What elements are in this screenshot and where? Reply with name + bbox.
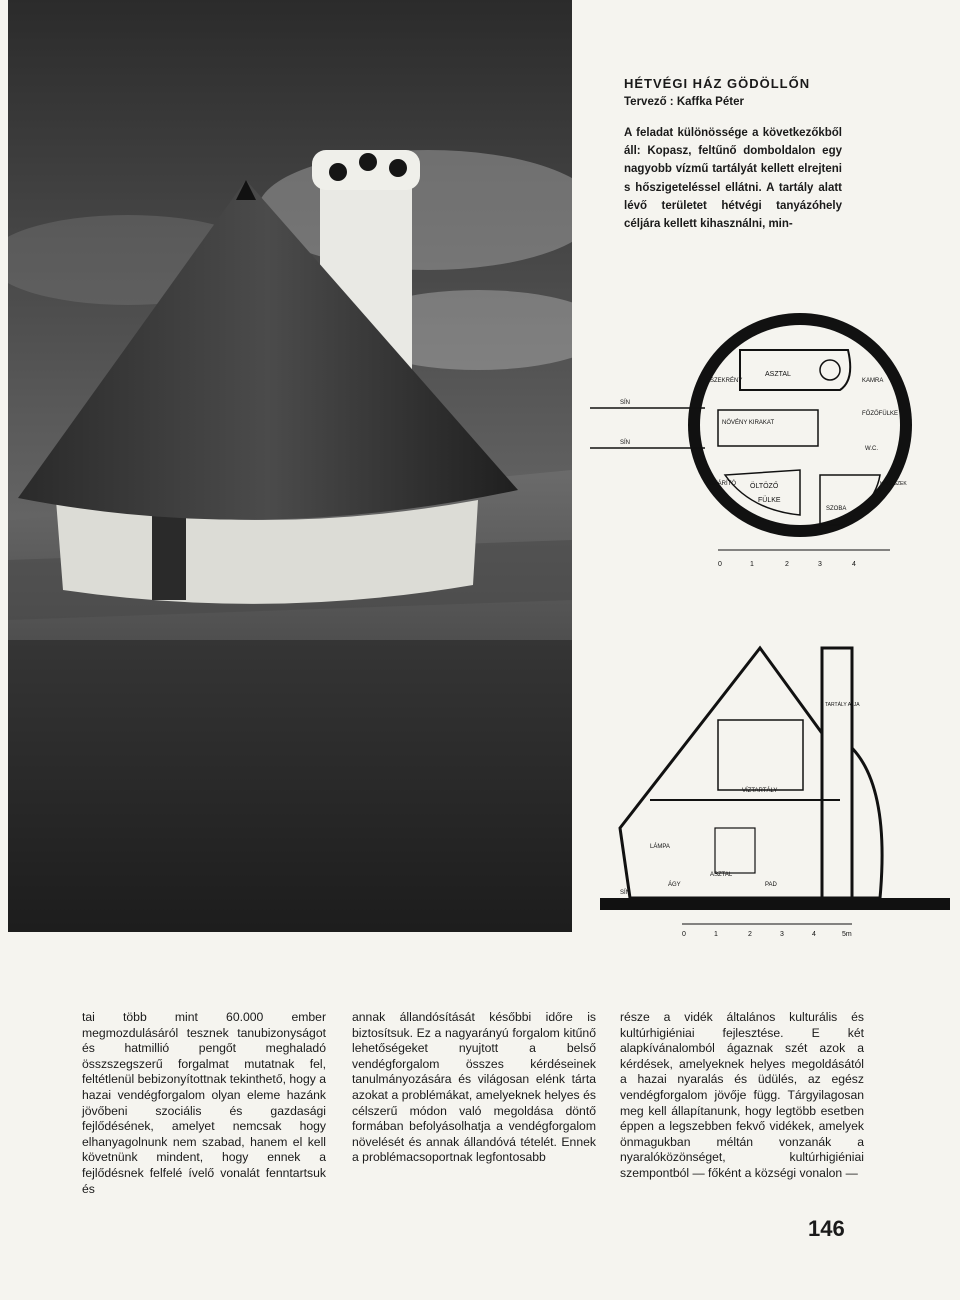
section-scale-3: 3 <box>780 931 784 938</box>
plan-label-fulke: FÜLKE <box>758 497 781 504</box>
section-scale-2: 2 <box>748 931 752 938</box>
section-label-lampa: LÁMPA <box>650 844 670 850</box>
designer-credit: Tervező : Kaffka Péter <box>624 96 744 108</box>
plan-label-oltozo: ÖLTÖZŐ <box>750 483 779 490</box>
section-label-tartaly-alja: TARTÁLY ALJA <box>825 702 860 708</box>
plan-scale-0: 0 <box>718 561 722 568</box>
plan-label-sin-top: SÍN <box>620 400 631 406</box>
body-column-2: annak állandósítását későbbi időre is biztosítsuk. Ez a nagyarányú forgalom kitűnő lehetőségeket nyujtott a belső vendégforgalom összes kérdéseinek tanulmányozására és világosan elénk tárta azokat a problémákat, amelyeknek helyes és célszerű módon való megoldása döntő formában befolyásolhatja a vendégforgalom növelését és annak állandóvá tételét. Ennek a problémacsoportnak legfontosabb <box>352 1010 596 1165</box>
plan-label-noveny: NÖVÉNY KIRAKAT <box>722 420 775 426</box>
section-scale-0: 0 <box>682 931 686 938</box>
plan-scale-bar <box>718 550 890 568</box>
plan-label-fozofulke: FŐZŐFÜLKE <box>862 411 899 417</box>
section-label-viztartaly: VÍZTARTÁLY <box>742 788 778 794</box>
page-number: 146 <box>808 1216 845 1241</box>
plan-label-szoba: SZOBA <box>826 506 847 512</box>
plan-label-haloszek: HÁLÓSZEK <box>880 481 907 487</box>
plan-label-ablak: ABLAK <box>788 320 805 326</box>
plan-label-asztal: ASZTAL <box>765 371 791 378</box>
plan-label-szarito: SZÁRÍTÓ <box>710 481 737 487</box>
section-scale-1: 1 <box>714 931 718 938</box>
plan-label-wc: W.C. <box>865 446 878 452</box>
plan-scale-3: 3 <box>818 561 822 568</box>
body-column-3: része a vidék általános kulturális és kultúrhigiéniai fejlesztése. E két alapkívánalomból ágaznak szét azok a kérdések, amelyeknek helyes megoldásától a hazai nyaralás és üdülés, az egész vendégforgalom jövője függ. Tárgyilagosan meg kell állapítanunk, hogy legtöbb esetben éppen a legszebben fekvő vidékek, amelyek önmagukban méltán vonzanák a nyaralóközönséget, kultúrhigiéniai szempontból — főként a községi vonalon — <box>620 1010 864 1180</box>
plan-scale-1: 1 <box>750 561 754 568</box>
section-scale-bar <box>682 924 852 938</box>
plan-label-kamra: KAMRA <box>862 378 884 384</box>
section-label-pad: PAD <box>765 882 777 888</box>
plan-label-sin-bottom: SÍN <box>620 440 631 446</box>
house-photograph <box>8 0 572 932</box>
section-scale-5m: 5m <box>842 931 852 938</box>
section-label-sin: SÍN <box>620 890 631 896</box>
article-title: HÉTVÉGI HÁZ GÖDÖLLŐN <box>624 76 811 91</box>
section-label-asztal: ASZTAL <box>710 872 733 878</box>
plan-scale-2: 2 <box>785 561 789 568</box>
floor-plan-drawing <box>590 310 952 586</box>
body-column-1: tai több mint 60.000 ember megmozdulásáról tesznek tanubizonyságot és hatmillió pengőt meghaladó összszegszerű forgalmat mutatnak fel, feltétlenül bebizonyítottnak tekinthető, hogy a hazai vendégforgalom olyan eleme hazánk jövőbeni szociális és gazdasági fejlődésének, amelyet nemcsak hogy elhanyagolnunk nem szabad, hanem el kell követnünk mindent, hogy ennek a fejlődésnek felfelé ívelő vonalát fenntartsuk és <box>82 1010 326 1196</box>
plan-label-szekreny: SZEKRÉNY <box>710 378 743 384</box>
plan-scale-4: 4 <box>852 561 856 568</box>
section-label-agy: ÁGY <box>668 882 681 888</box>
section-scale-4: 4 <box>812 931 816 938</box>
intro-paragraph: A feladat különössége a következőkből áll: Kopasz, feltűnő domboldalon egy nagyobb vízmű tartályát kellett elrejteni s hőszigeteléssel ellátni. A tartály alatt lévő területet hétvégi tanyázóhely céljára kellett kihasználni, min- <box>624 127 842 231</box>
section-drawing <box>590 628 952 956</box>
